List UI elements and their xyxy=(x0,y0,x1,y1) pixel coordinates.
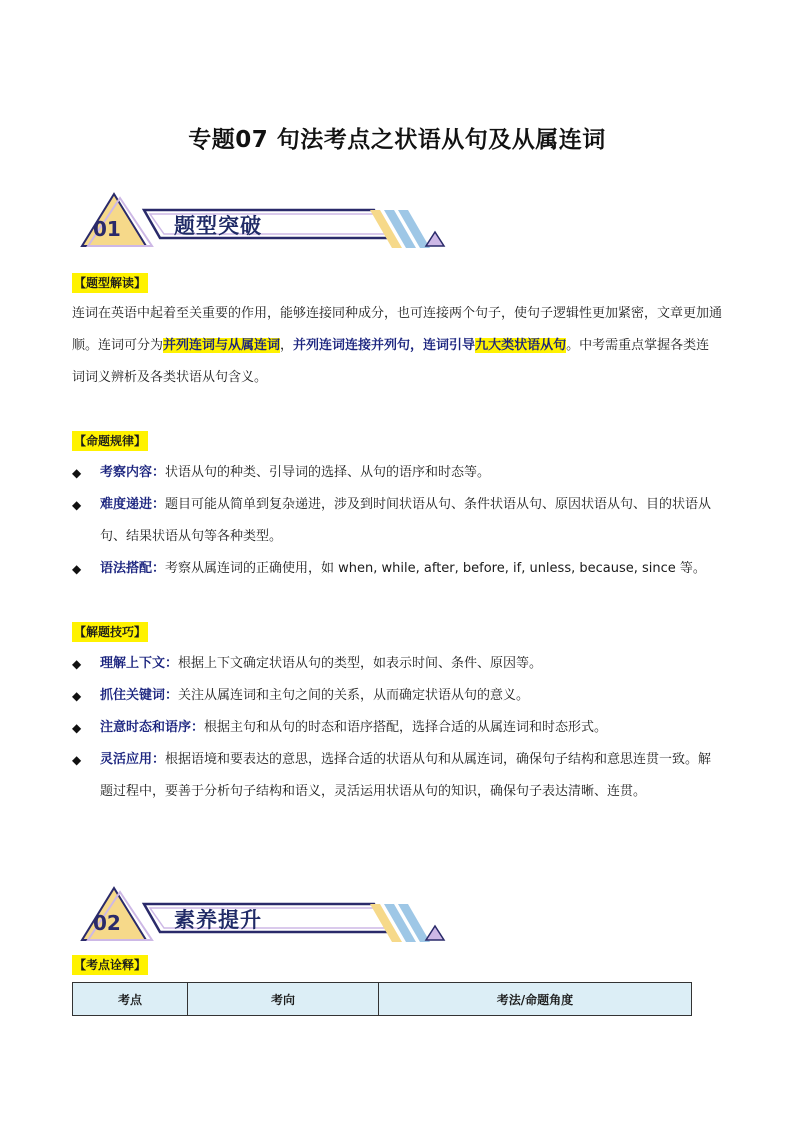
item-text: 状语从句的种类、引导词的选择、从句的语序和时态等。 xyxy=(165,465,491,480)
item-text: 根据上下文确定状语从句的类型，如表示时间、条件、原因等。 xyxy=(178,656,543,671)
intro-text-2: ， xyxy=(280,338,294,353)
section-number: 02 xyxy=(93,911,121,935)
item-label: 语法搭配： xyxy=(100,561,166,576)
list-item xyxy=(72,457,722,489)
intro-keyword: 并列连词连接并列句，连词引导 xyxy=(293,338,476,353)
item-text: 考察从属连词的正确使用，如 when, while, after, before, if, unless, because, since 等。 xyxy=(165,561,706,576)
highlight-clause-types: 九大类状语从句 xyxy=(475,338,567,353)
list-item xyxy=(72,553,722,585)
page-title: 专题07 句法考点之状语从句及从属连词 xyxy=(188,127,606,153)
tag-key-points: 【考点诠释】 xyxy=(72,955,148,975)
diamond-bullet-icon: ◆ xyxy=(72,466,82,480)
tag-question-type: 【题型解读】 xyxy=(72,273,148,293)
item-label: 考察内容： xyxy=(100,465,166,480)
section-label: 素养提升 xyxy=(174,908,262,932)
item-text: 根据主句和从句的时态和语序搭配，选择合适的从属连词和时态形式。 xyxy=(204,720,608,735)
diamond-bullet-icon: ◆ xyxy=(72,753,82,767)
tag-patterns: 【命题规律】 xyxy=(72,431,148,451)
banner-graphic xyxy=(80,882,450,946)
diamond-bullet-icon: ◆ xyxy=(72,657,82,671)
table-header: 考法/命题角度 xyxy=(379,983,692,1016)
item-label: 注意时态和语序： xyxy=(100,720,205,735)
diamond-bullet-icon: ◆ xyxy=(72,721,82,735)
item-text: 题目可能从简单到复杂递进，涉及到时间状语从句、条件状语从句、原因状语从句、目的状语从句、结果状语从句等各种类型。 xyxy=(100,497,712,544)
highlight-conjunction-types: 并列连词与从属连词 xyxy=(163,338,281,353)
tag-techniques: 【解题技巧】 xyxy=(72,622,148,642)
list-item xyxy=(72,648,722,680)
list-item xyxy=(72,744,722,808)
section-banner-01 xyxy=(80,188,450,248)
item-text: 根据语境和要表达的意思，选择合适的状语从句和从属连词，确保句子结构和意思连贯一致。解题过程中，要善于分析句子结构和语义，灵活运用状语从句的知识，确保句子表达清晰、连贯。 xyxy=(100,752,712,799)
intro-text-1: 连词在英语中起着至关重要的作用，能够连接同种成分，也可连接两个句子，使句子逻辑性更加紧密，文章更加通顺。连词可分为 xyxy=(72,306,723,353)
intro-paragraph xyxy=(72,298,722,394)
list-item xyxy=(72,489,722,553)
list-item xyxy=(72,712,722,744)
item-label: 难度递进： xyxy=(100,497,166,512)
key-points-table xyxy=(72,982,692,1016)
list-item xyxy=(72,680,722,712)
table-header: 考点 xyxy=(73,983,188,1016)
section-number: 01 xyxy=(93,217,121,241)
section-label: 题型突破 xyxy=(174,214,262,238)
item-text: 关注从属连词和主句之间的关系，从而确定状语从句的意义。 xyxy=(178,688,530,703)
intro-text-3: 。中考需重点掌握各类连词词义辨析及各类状语从句含义。 xyxy=(72,338,710,385)
item-label: 理解上下文： xyxy=(100,656,179,671)
table-header-row xyxy=(73,983,692,1016)
section-banner-02 xyxy=(80,882,450,942)
diamond-bullet-icon: ◆ xyxy=(72,498,82,512)
item-label: 灵活应用： xyxy=(100,752,166,767)
diamond-bullet-icon: ◆ xyxy=(72,689,82,703)
diamond-bullet-icon: ◆ xyxy=(72,562,82,576)
banner-graphic xyxy=(80,188,450,252)
table-header: 考向 xyxy=(188,983,379,1016)
item-label: 抓住关键词： xyxy=(100,688,179,703)
